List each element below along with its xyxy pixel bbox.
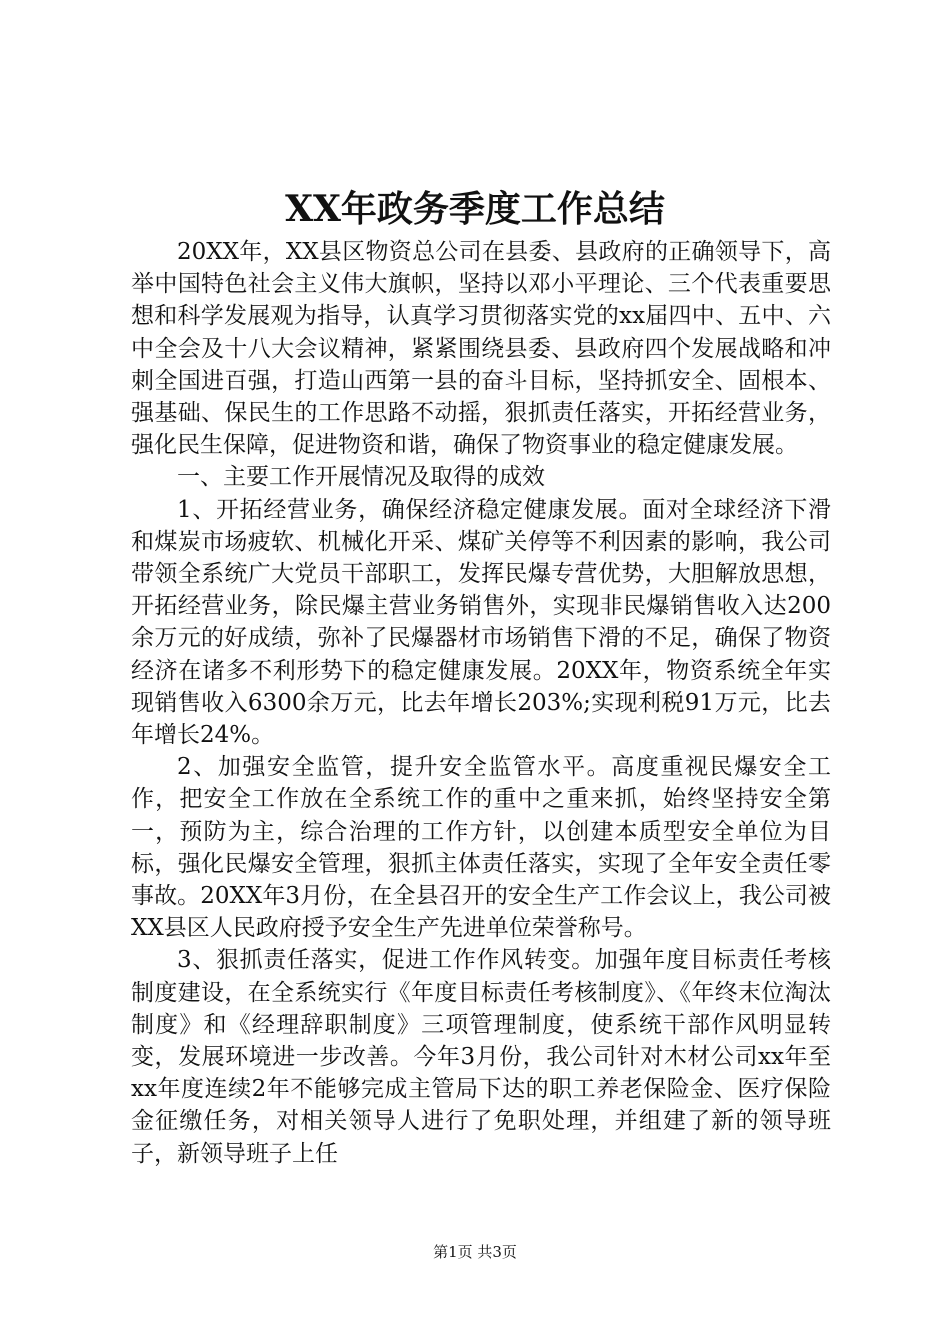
- paragraph-intro: 20XX年，XX县区物资总公司在县委、县政府的正确领导下，高举中国特色社会主义伟大旗帜，坚持以邓小平理论、三个代表重要思想和科学发展观为指导，认真学习贯彻落实党的xx届四中、五中、六中全会及十八大会议精神，紧紧围绕县委、县政府四个发展战略和冲刺全国进百强，打造山西第一县的奋斗目标，坚持抓安全、固根本、强基础、保民生的工作思路不动摇，狠抓责任落实，开拓经营业务，强化民生保障，促进物资和谐，确保了物资事业的稳定健康发展。: [131, 239, 831, 459]
- document-body: [131, 236, 831, 1170]
- section-heading: 一、主要工作开展情况及取得的成效: [177, 464, 545, 491]
- paragraph-item-1: 1、开拓经营业务，确保经济稳定健康发展。面对全球经济下滑和煤炭市场疲软、机械化开采、煤矿关停等不利因素的影响，我公司带领全系统广大党员干部职工，发挥民爆专营优势，大胆解放思想，开拓经营业务，除民爆主营业务销售外，实现非民爆销售收入达200余万元的好成绩，弥补了民爆器材市场销售下滑的不足，确保了物资经济在诸多不利形势下的稳定健康发展。20XX年，物资系统全年实现销售收入6300余万元，比去年增长203%;实现利税91万元，比去年增长24%。: [131, 496, 831, 749]
- paragraph-item-3: 3、狠抓责任落实，促进工作作风转变。加强年度目标责任考核制度建设，在全系统实行《年度目标责任考核制度》、《年终末位淘汰制度》和《经理辞职制度》三项管理制度，使系统干部作风明显转变，发展环境进一步改善。今年3月份，我公司针对木材公司xx年至xx年度连续2年不能够完成主管局下达的职工养老保险金、医疗保险金征缴任务，对相关领导人进行了免职处理，并组建了新的领导班子，新领导班子上任: [131, 947, 831, 1167]
- document-title: XX年政务季度工作总结: [285, 188, 665, 230]
- paragraph-item-2: 2、加强安全监管，提升安全监管水平。高度重视民爆安全工作，把安全工作放在全系统工作的重中之重来抓，始终坚持安全第一，预防为主，综合治理的工作方针，以创建本质型安全单位为目标，强化民爆安全管理，狠抓主体责任落实，实现了全年安全责任零事故。20XX年3月份，在全县召开的安全生产工作会议上，我公司被XX县区人民政府授予安全生产先进单位荣誉称号。: [131, 754, 831, 942]
- page-number-footer: 第1页 共3页: [433, 1243, 517, 1261]
